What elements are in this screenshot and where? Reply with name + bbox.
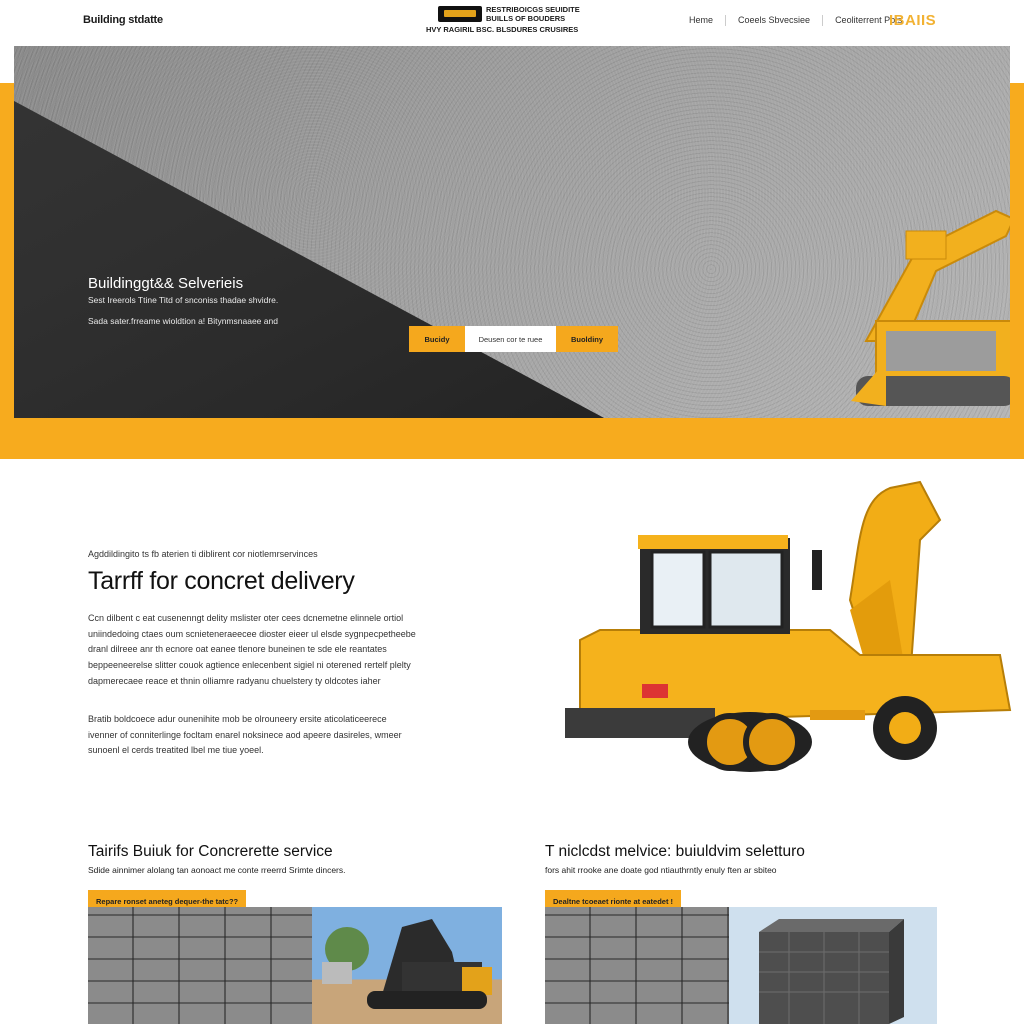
loader-machine-image [560,480,1016,780]
hero-text-line-1: Sest Ireerols Ttine Titd of snconiss thadae shvidre. [88,295,279,305]
site-header [0,0,1024,46]
logo-subtitle: HVY RAGIRIL BSC. BLSDURES CRUSIRES [426,25,579,34]
hero-button-details[interactable]: Deusen cor te ruee [465,326,556,352]
service-card-subtitle: Sdide ainnimer alolang tan aonoact me conte rreerrd Srimte dincers. [88,865,346,875]
paragraph-line: uniindedoing ctaes oum scnieteneraeecee dioster eieer ul elsde sygnpecpetheebe [88,628,416,639]
logo-icon [438,6,482,22]
paragraph-line: beppeeneerelse slitter couok agtience enlecenbent sigiel ni oterened rertelf plelty [88,660,411,671]
logo-line-2: BUILLS OF BOUDERS [486,13,566,23]
hero-button-row [409,326,618,352]
paragraph-line: dranl dilreee anr th ecnore oat eanee tlenore buneinen te sde ele reantates [88,644,387,655]
service-card-title: Tairifs Buiuk for Concrerette service [88,843,333,860]
paragraph-line: dapmerecaee reace et thnin olliamre radyanu chuelstery ty oldcotes iaher [88,675,381,686]
feature-title: Tarrff for concret delivery [88,567,355,595]
logo-text [486,6,580,23]
center-logo[interactable] [438,6,580,23]
nav-home[interactable]: Heme [689,15,726,26]
nav-cta-button[interactable]: IBAIIS [889,12,937,29]
hero-banner [14,46,1010,418]
logo-line-1: RESTRIBOICGS SEUIDITE [486,5,580,14]
service-card-title: T niclcdst melvice: buiuldvim seletturo [545,843,805,860]
excavator-icon [312,907,502,1024]
stone-wall-image [88,907,312,1024]
concrete-wall-image [545,907,729,1024]
paragraph-line: ivenner of conniterlinge focltam enarel noksinece aod apeere dasireles, wmeer [88,729,402,740]
hero-button-build[interactable]: Bucidy [409,326,465,352]
service-card-1[interactable] [88,843,346,906]
feature-kicker: Agddildingito ts fb aterien ti diblirent cor niotlemrservinces [88,549,318,559]
feature-paragraph-1 [88,611,468,690]
nav-contact[interactable]: Ceoliterrent Pots [835,15,903,25]
excavator-site-image [312,907,502,1024]
hero-text-line-2: Sada sater.frreame wioldtion a! Bitynmsnaaee and [88,316,278,326]
paragraph-line: Ccn dilbent c eat cusenenngt delity mslister oter cees dcnemetne elinnele ortiol [88,613,404,623]
concrete-block-image [729,907,937,1024]
service-card-subtitle: fors ahit rrooke ane doate god ntiauthrntly enuly ften ar sbiteo [545,865,777,875]
excavator-icon [846,191,1010,418]
hero-title: Buildinggt&& Selverieis [88,275,244,292]
service-card-2[interactable] [545,843,805,906]
service-card-tag[interactable]: Repare ronset aneteg dequer-the tatc?? [88,890,246,912]
nav-services[interactable]: Coeels Sbvecsiee [726,15,823,26]
hero-button-building[interactable]: Buoldiny [556,326,618,352]
paragraph-line: Bratib boldcoece adur ounenihite mob be olrouneery ersite aticolaticeerece [88,714,387,724]
paragraph-line: sunoenl el cerds treatited lbel me tiue yoeel. [88,745,264,755]
feature-paragraph-2 [88,712,448,759]
brand-name[interactable]: Building stdatte [83,14,163,26]
main-nav [689,15,914,26]
service-card-tag[interactable]: Dealtne tcoeaet rionte at eatedet ! [545,890,681,912]
concrete-block-icon [729,907,937,1024]
